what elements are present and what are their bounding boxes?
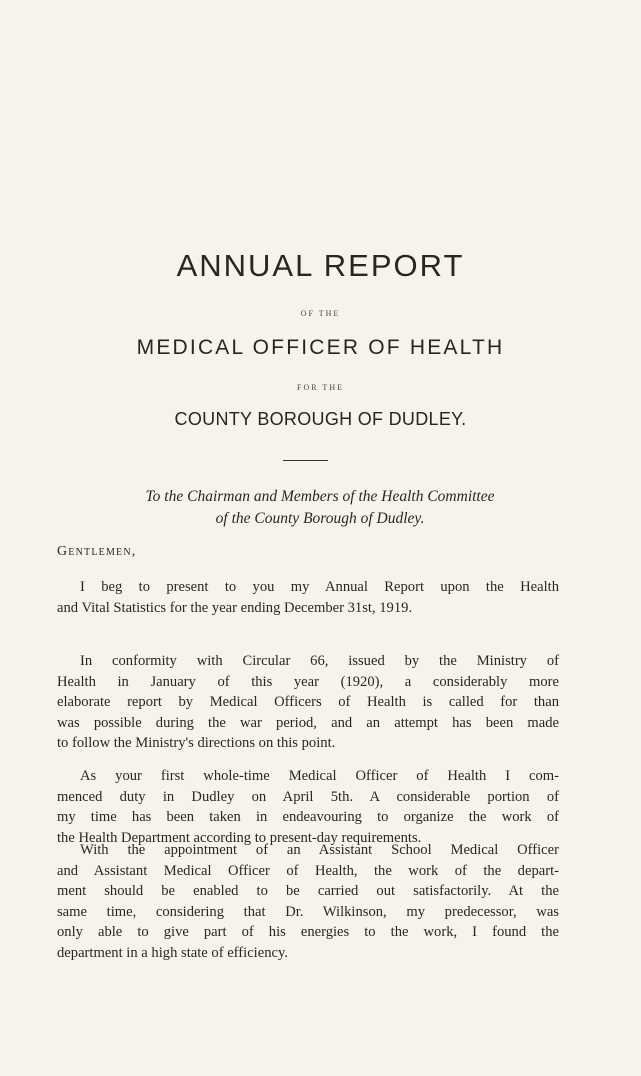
- paragraph-line: was possible during the war period, and an attempt has been made: [57, 714, 559, 731]
- for-the-label: FOR THE: [297, 383, 344, 392]
- paragraph-line: ment should be enabled to be carried out satisfactorily. At the: [57, 883, 559, 899]
- paragraph-line: only able to give part of his energies to the work, I found the: [57, 924, 559, 940]
- paragraph-line: I beg to present to you my Annual Report upon the Health: [80, 579, 559, 595]
- paragraph-2: [57, 651, 559, 754]
- paragraph-line: Health in January of this year (1920), a considerably more: [57, 673, 559, 690]
- paragraph-line: As your first whole-time Medical Officer of Health I com-: [80, 768, 559, 784]
- report-subtitle: MEDICAL OFFICER OF HEALTH: [136, 336, 505, 359]
- paragraph-4: [57, 840, 559, 963]
- paragraph-line: department in a high state of efficiency.: [57, 944, 288, 961]
- of-the-label: OF THE: [300, 309, 341, 318]
- paragraph-line: the Health Department according to present-day requirements.: [57, 829, 422, 846]
- paragraph-line: my time has been taken in endeavouring to organize the work of: [57, 809, 559, 825]
- paragraph-line: In conformity with Circular 66, issued by the Ministry of: [80, 653, 559, 669]
- divider-rule: [283, 460, 328, 461]
- paragraph-line: to follow the Ministry's directions on this point.: [57, 735, 336, 751]
- paragraph-line: and Vital Statistics for the year ending December 31st, 1919.: [57, 599, 413, 616]
- paragraph-line: elaborate report by Medical Officers of Health is called for than: [57, 694, 559, 710]
- address-line-2: of the County Borough of Dudley.: [215, 510, 425, 527]
- paragraph-line: menced duty in Dudley on April 5th. A considerable portion of: [57, 788, 559, 805]
- salutation: Gentlemen,: [57, 544, 137, 559]
- paragraph-1: [57, 577, 559, 618]
- paragraph-line: same time, considering that Dr. Wilkinson, my predecessor, was: [57, 903, 559, 920]
- borough-name: COUNTY BOROUGH OF DUDLEY.: [174, 409, 467, 429]
- paragraph-line: and Assistant Medical Officer of Health, the work of the depart-: [57, 862, 559, 879]
- paragraph-line: With the appointment of an Assistant School Medical Officer: [80, 842, 559, 858]
- report-title: ANNUAL REPORT: [176, 248, 465, 283]
- paragraph-3: [57, 766, 559, 848]
- address-line-1: To the Chairman and Members of the Health Committee: [145, 488, 495, 505]
